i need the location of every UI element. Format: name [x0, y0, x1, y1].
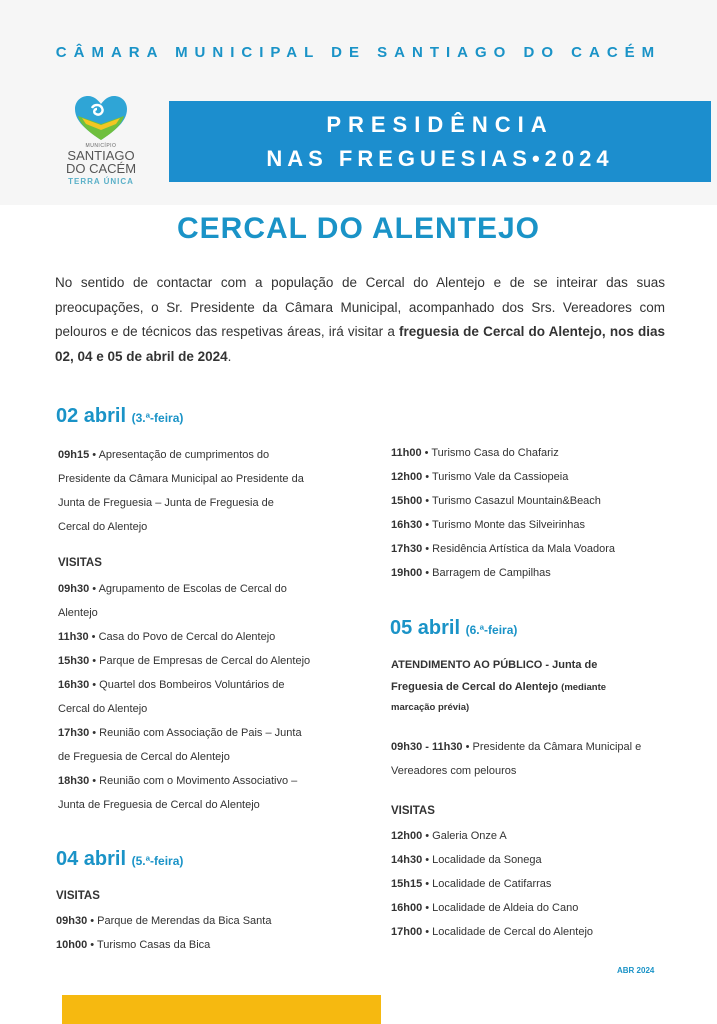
item-text: • Casa do Povo de Cercal do Alentejo: [91, 631, 276, 643]
item-text: • Apresentação de cumprimentos do: [92, 449, 270, 461]
item-time: 18h30: [58, 775, 90, 787]
item-text: • Reunião com o Movimento Associativo –: [92, 775, 298, 787]
item-time: 12h00: [391, 830, 423, 842]
item-text: Junta de Freguesia – Junta de Freguesia de: [58, 497, 274, 509]
list-item: [58, 649, 310, 673]
item-text: • Localidade da Sonega: [425, 854, 542, 866]
item-text: • Localidade de Catifarras: [425, 878, 552, 890]
item-text: • Localidade de Aldeia do Cano: [425, 902, 579, 914]
item-text: Junta de Freguesia de Cercal do Alentejo: [58, 799, 260, 811]
list-item: [391, 872, 551, 896]
day3-date: 05 abril: [390, 617, 461, 639]
day1-visits-label: VISITAS: [58, 557, 102, 569]
item-time: 09h15: [58, 449, 90, 461]
item-time: 19h00: [391, 567, 423, 579]
day3-weekday: (6.ª-feira): [465, 623, 518, 637]
list-item: [391, 465, 568, 489]
logo-tagline: TERRA ÚNICA: [68, 177, 134, 186]
heart-logo-icon: [72, 94, 130, 142]
item-text: • Barragem de Campilhas: [425, 567, 551, 579]
day2-heading: [56, 848, 183, 871]
item-text: Vereadores com pelouros: [391, 765, 517, 777]
item-time: 09h30: [58, 583, 90, 595]
item-text: • Parque de Merendas da Bica Santa: [90, 915, 272, 927]
item-text: • Turismo Casas da Bica: [90, 939, 211, 951]
list-item: [58, 577, 287, 601]
item-time: 11h30: [58, 631, 89, 643]
item-text: Alentejo: [58, 607, 98, 619]
title-banner: [169, 101, 711, 182]
parish-title: CERCAL DO ALENTEJO: [176, 212, 541, 245]
item-text: • Localidade de Cercal do Alentejo: [425, 926, 594, 938]
item-text: • Turismo Monte das Silveirinhas: [425, 519, 586, 531]
list-item: [58, 745, 230, 769]
list-item: [391, 735, 641, 759]
item-time: 16h30: [58, 679, 90, 691]
logo-municipio-label: MUNICÍPIO: [85, 143, 117, 149]
intro-end: .: [227, 348, 232, 364]
day3-heading: [390, 617, 517, 640]
intro-text: No sentido de contactar com a população de Cercal do Alentejo e de se inteirar das suas preocupações, o Sr. Presidente da Câmara Municipal, acompanhado dos Srs. Vereadores com pelouros e de técnicos das respetivas áreas, irá visitar a: [55, 275, 665, 339]
item-text: Presidente da Câmara Municipal ao Presidente da: [58, 473, 304, 485]
item-text: • Turismo Casa do Chafariz: [424, 447, 559, 459]
item-text: • Turismo Vale da Cassiopeia: [425, 471, 569, 483]
service-note: marcação prévia): [391, 702, 470, 713]
list-item: [58, 697, 147, 721]
footer-date: ABR 2024: [617, 966, 655, 975]
item-time: 12h00: [391, 471, 423, 483]
service-text: Freguesia de Cercal do Alentejo: [391, 681, 559, 693]
list-item: [58, 515, 147, 539]
day3-visits-label: VISITAS: [391, 805, 435, 817]
service-note: (mediante: [561, 682, 607, 693]
list-item: [391, 896, 578, 920]
list-item: [391, 920, 593, 944]
municipality-logo: [52, 94, 150, 186]
item-time: 16h30: [391, 519, 423, 531]
item-time: 15h30: [58, 655, 90, 667]
item-time: 14h30: [391, 854, 423, 866]
list-item: [391, 759, 516, 783]
day2-weekday: (5.ª-feira): [131, 854, 184, 868]
list-item: [58, 625, 275, 649]
intro-paragraph: [55, 271, 665, 369]
list-item: [56, 933, 210, 957]
item-text: • Presidente da Câmara Municipal e: [465, 741, 642, 753]
item-time: 15h00: [391, 495, 423, 507]
public-service-line1: [391, 653, 597, 677]
item-text: • Agrupamento de Escolas de Cercal do: [92, 583, 287, 595]
item-time: 17h30: [391, 543, 423, 555]
day2-date: 04 abril: [56, 848, 127, 870]
list-item: [391, 489, 601, 513]
item-text: de Freguesia de Cercal do Alentejo: [58, 751, 230, 763]
list-item: [391, 513, 585, 537]
day2-visits-label: VISITAS: [56, 890, 100, 902]
day1-heading: [56, 405, 183, 428]
item-text: • Turismo Casazul Mountain&Beach: [425, 495, 601, 507]
list-item: [58, 769, 297, 793]
item-text: • Reunião com Associação de Pais – Junta: [92, 727, 302, 739]
list-item: [391, 848, 542, 872]
logo-name-line2: DO CACÉM: [65, 161, 137, 176]
item-time: 09h30: [56, 915, 88, 927]
item-time: 11h00: [391, 447, 422, 459]
list-item: [58, 467, 304, 491]
title-line1: PRESIDÊNCIA: [326, 112, 554, 137]
item-text: • Parque de Empresas de Cercal do Alentejo: [92, 655, 311, 667]
item-time: 09h30 - 11h30: [391, 741, 463, 753]
list-item: [58, 601, 98, 625]
list-item: [58, 793, 260, 817]
item-text: Cercal do Alentejo: [58, 521, 148, 533]
item-text: Cercal do Alentejo: [58, 703, 148, 715]
day1-weekday: (3.ª-feira): [131, 411, 184, 425]
day1-date: 02 abril: [56, 405, 127, 427]
public-service-line3: [391, 695, 469, 720]
footer-accent-bar: [62, 995, 381, 1024]
item-time: 17h00: [391, 926, 423, 938]
logo-name-line1: SANTIAGO: [67, 148, 135, 163]
item-text: • Residência Artística da Mala Voadora: [425, 543, 615, 555]
item-time: 15h15: [391, 878, 423, 890]
item-time: 16h00: [391, 902, 423, 914]
list-item: [58, 491, 274, 515]
item-time: 10h00: [56, 939, 88, 951]
list-item: [56, 909, 271, 933]
item-text: • Galeria Onze A: [425, 830, 507, 842]
item-time: 17h30: [58, 727, 90, 739]
list-item: [391, 441, 559, 465]
item-text: • Quartel dos Bombeiros Voluntários de: [92, 679, 285, 691]
list-item: [58, 443, 269, 467]
title-line2: NAS FREGUESIAS•2024: [266, 146, 614, 171]
list-item: [58, 673, 284, 697]
organization-header: CÂMARA MUNICIPAL DE SANTIAGO DO CACÉM: [55, 44, 662, 61]
service-text: ATENDIMENTO AO PÚBLICO - Junta de: [391, 659, 598, 671]
list-item: [58, 721, 302, 745]
list-item: [391, 537, 615, 561]
list-item: [391, 561, 551, 585]
list-item: [391, 824, 507, 848]
intro-bold-text: freguesia de Cercal do Alentejo, nos dias 02, 04 e 05 de abril de 2024: [55, 324, 665, 364]
